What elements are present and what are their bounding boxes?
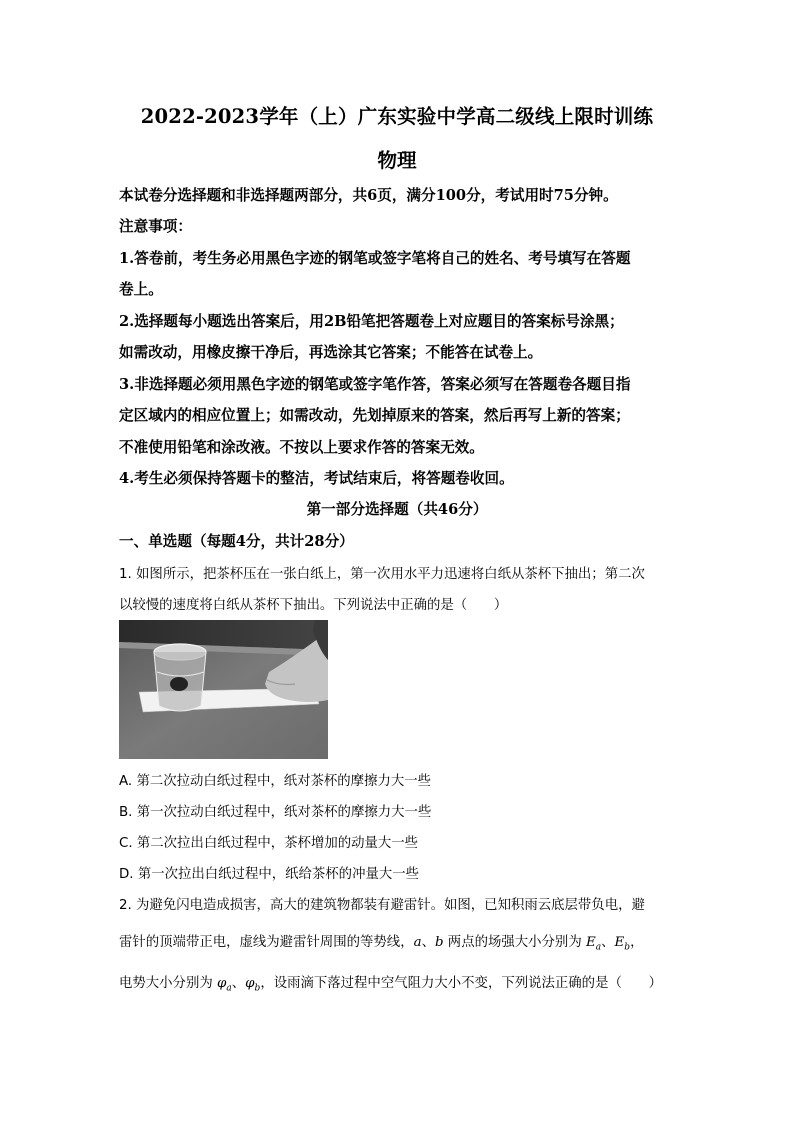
q1-option-a: A. 第二次拉动白纸过程中，纸对茶杯的摩擦力大一些 xyxy=(119,774,432,789)
note-2-line-2: 如需改动，用橡皮擦干净后，再选涂其它答案；不能答在试卷上。 xyxy=(119,344,543,361)
notes-heading: 注意事项： xyxy=(119,218,192,235)
q2-line-3-text-a: 电势大小分别为 xyxy=(119,976,217,991)
note-2-line-1: 2.选择题每小题选出答案后，用2B铅笔把答题卷上对应题目的答案标号涂黑； xyxy=(119,313,624,330)
potential-phi-b: $\varphi_b$ xyxy=(245,976,261,994)
sep-3: 、 xyxy=(231,976,246,991)
q2-line-2-text-c: ， xyxy=(630,935,644,950)
q1-line-1: 1. 如图所示，把茶杯压在一张白纸上，第一次用水平力迅速将白纸从茶杯下抽出；第二次 xyxy=(119,567,645,582)
note-3-line-2: 定区域内的相应位置上；如需改动，先划掉原来的答案，然后再写上新的答案； xyxy=(119,407,630,424)
field-e-b: $E_b$ xyxy=(614,935,631,953)
potential-phi-a: $\varphi_a$ xyxy=(217,976,232,994)
subject-title: 物理 xyxy=(377,149,417,172)
exam-summary: 本试卷分选择题和非选择题两部分，共6页，满分100分，考试用时75分钟。 xyxy=(119,187,618,204)
q1-option-d: D. 第一次拉出白纸过程中，纸给茶杯的冲量大一些 xyxy=(119,867,420,882)
q1-option-c: C. 第二次拉出白纸过程中，茶杯增加的动量大一些 xyxy=(119,836,419,851)
q2-line-2 xyxy=(119,931,643,953)
var-a: a xyxy=(413,935,422,950)
var-b: b xyxy=(434,935,444,950)
q2-line-3-text-b: ，设雨滴下落过程中空气阻力大小不变，下列说法正确的是（ ） xyxy=(260,976,663,991)
exam-title: 2022-2023学年（上）广东实验中学高二级线上限时训练 xyxy=(140,105,654,128)
note-4-line-1: 4.考生必须保持答题卡的整洁，考试结束后，将答题卷收回。 xyxy=(119,470,514,487)
q2-line-1: 2. 为避免闪电造成损害，高大的建筑物都装有避雷针。如图，已知积雨云底层带负电，避 xyxy=(119,898,645,913)
note-3-line-1: 3.非选择题必须用黑色字迹的钢笔或签字笔作答，答案必须写在答题卷各题目指 xyxy=(119,376,631,393)
section-title: 第一部分选择题（共46分） xyxy=(306,501,488,518)
sep-1: 、 xyxy=(421,935,435,950)
q1-line-2: 以较慢的速度将白纸从茶杯下抽出。下列说法中正确的是（ ） xyxy=(119,598,508,613)
q2-line-2-text-a: 雷针的顶端带正电，虚线为避雷针周围的等势线， xyxy=(119,935,414,950)
field-e-a: $E_a$ xyxy=(585,935,602,953)
q1-option-b: B. 第一次拉动白纸过程中，纸对茶杯的摩擦力大一些 xyxy=(119,805,432,820)
q2-line-2-text-b: 两点的场强大小分别为 xyxy=(443,935,586,950)
note-3-line-3: 不准使用铅笔和涂改液。不按以上要求作答的答案无效。 xyxy=(119,439,484,456)
teacup-photo xyxy=(119,620,328,759)
note-1-line-2: 卷上。 xyxy=(119,281,163,298)
note-1-line-1: 1.答卷前，考生务必用黑色字迹的钢笔或签字笔将自己的姓名、考号填写在答题 xyxy=(119,250,631,267)
part-title: 一、单选题（每题4分，共计28分） xyxy=(119,533,354,550)
q2-line-3 xyxy=(119,972,662,994)
sep-2: 、 xyxy=(601,935,615,950)
